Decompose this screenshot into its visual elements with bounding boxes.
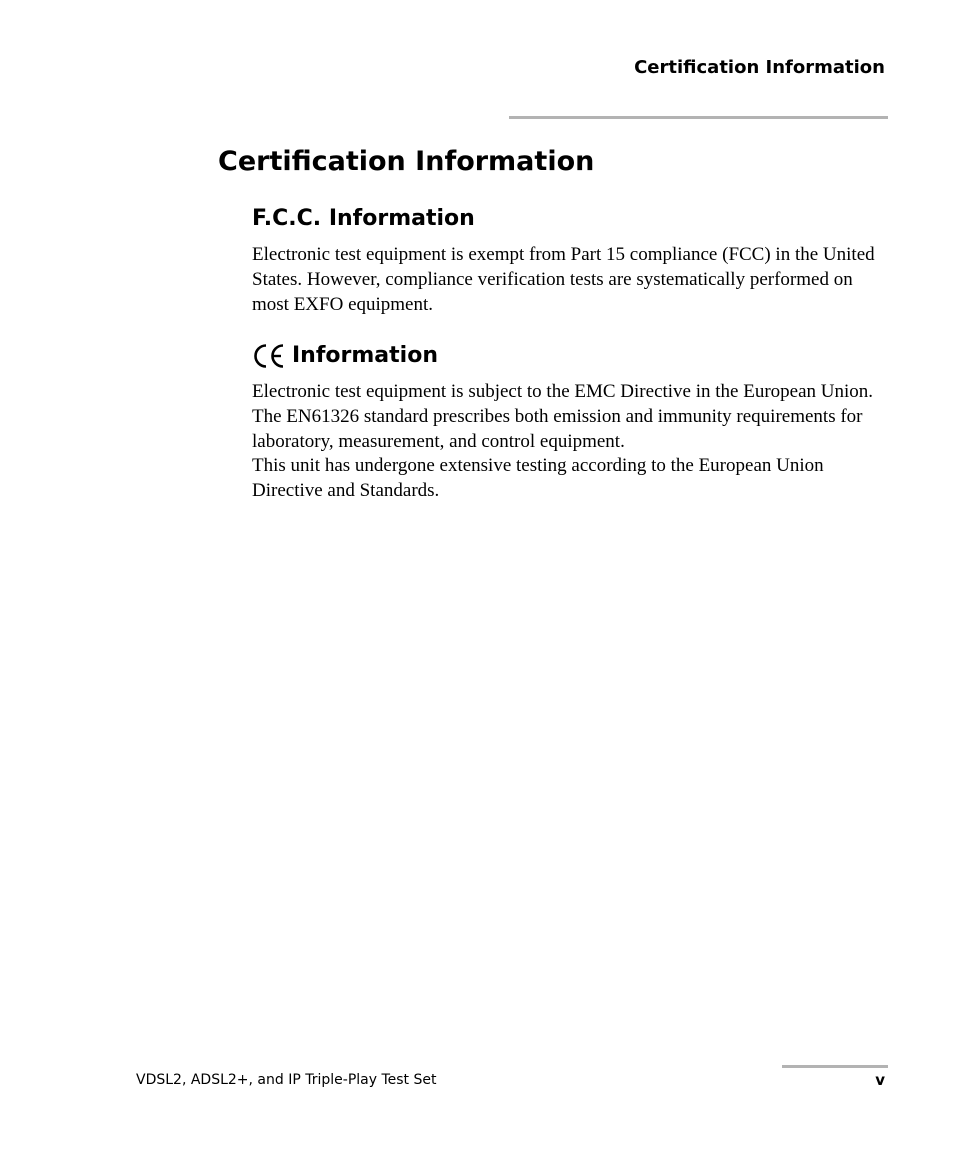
header-rule bbox=[509, 116, 888, 119]
ce-heading bbox=[252, 340, 888, 372]
footer-document-title: VDSL2, ADSL2+, and IP Triple-Play Test Set bbox=[136, 1072, 437, 1088]
ce-mark-icon bbox=[252, 343, 286, 369]
page-number: v bbox=[875, 1071, 885, 1089]
ce-paragraph: Electronic test equipment is subject to the EMC Directive in the European Union. The EN61326 standard prescribes both emission and immunity requirements for laboratory, measurement, and control equipment. bbox=[252, 381, 874, 452]
ce-paragraph: This unit has undergone extensive testing according to the European Union Directive and Standards. bbox=[252, 455, 824, 501]
fcc-section bbox=[252, 203, 888, 317]
ce-section bbox=[252, 340, 888, 504]
page-title: Certification Information bbox=[218, 146, 595, 177]
fcc-heading: F.C.C. Information bbox=[252, 206, 475, 231]
ce-heading-label: Information bbox=[292, 343, 438, 368]
running-header: Certification Information bbox=[634, 57, 885, 78]
footer-rule bbox=[782, 1065, 888, 1068]
fcc-paragraph: Electronic test equipment is exempt from Part 15 compliance (FCC) in the United States. However, compliance verification tests are systematically performed on most EXFO equipment. bbox=[252, 244, 875, 315]
